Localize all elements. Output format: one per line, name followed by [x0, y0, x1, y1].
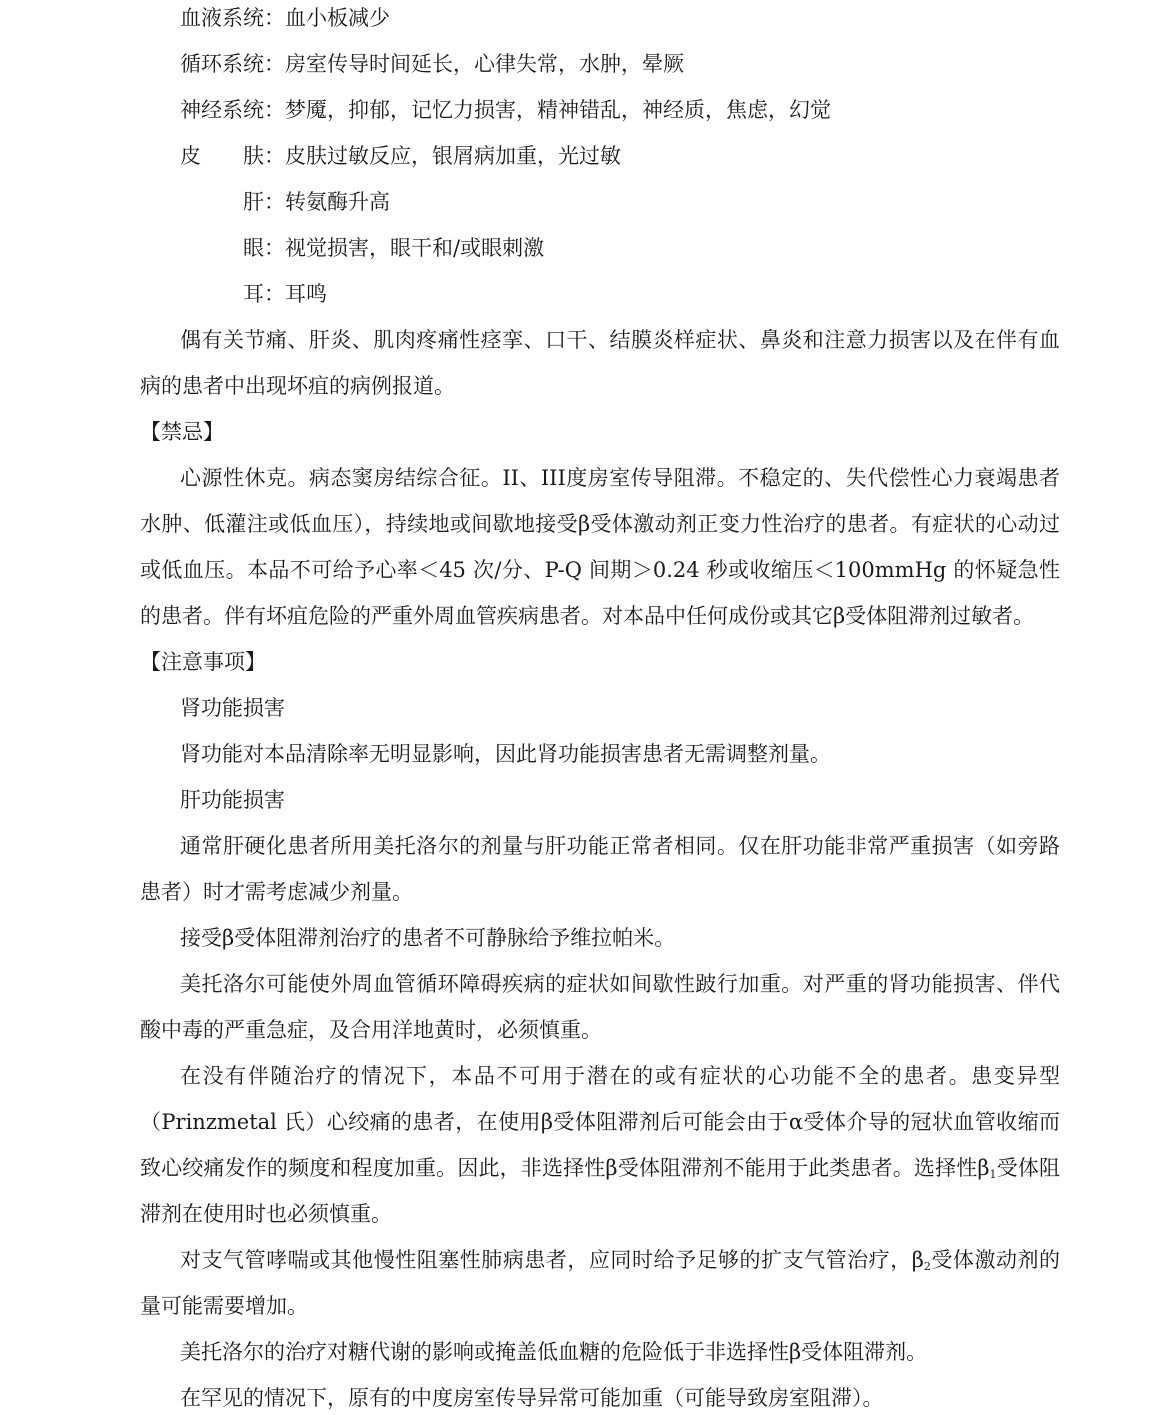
- precautions-heading: 【注意事项】: [140, 650, 266, 674]
- asthma-line-1-part-a: 对支气管哮喘或其他慢性阻塞性肺病患者，应同时给予足够的扩支气管治疗，β: [180, 1248, 924, 1272]
- hepatic-title: 肝功能损害: [180, 788, 285, 812]
- beta-2-subscript: 2: [923, 1260, 931, 1273]
- av-block-line: 在罕见的情况下，原有的中度房室传导异常可能加重（可能导致房室阻滞）。: [180, 1386, 884, 1410]
- adverse-nervous-row: [180, 95, 831, 125]
- adverse-skin-label-a: 皮: [180, 144, 201, 168]
- renal-title: 肾功能损害: [180, 696, 285, 720]
- peripheral-line-1: 美托洛尔可能使外周血管循环障碍疾病的症状如间歇性跛行加重。对严重的肾功能损害、伴代: [180, 972, 1060, 996]
- adverse-eye-label: 眼：: [243, 236, 285, 260]
- adverse-circulation-text: 房室传导时间延长，心律失常，水肿，晕厥: [285, 52, 684, 76]
- adverse-occasional-line-1: 偶有关节痛、肝炎、肌肉疼痛性痉挛、口干、结膜炎样症状、鼻炎和注意力损害以及在伴有血: [180, 328, 1060, 352]
- contraindications-line-4: 的患者。伴有坏疽危险的严重外周血管疾病患者。对本品中任何成份或其它β受体阻滞剂过敏者。: [140, 604, 1035, 628]
- adverse-circulation-label: 循环系统：: [180, 52, 285, 76]
- asthma-line-1-part-b: 受体激动剂的: [930, 1248, 1060, 1272]
- verapamil-line: 接受β受体阻滞剂治疗的患者不可静脉给予维拉帕米。: [180, 926, 676, 950]
- heart-line-3-part-a: 致心绞痛发作的频度和程度加重。因此，非选择性β受体阻滞剂不能用于此类患者。选择性β: [140, 1156, 990, 1180]
- adverse-blood-row: [180, 3, 390, 33]
- adverse-nervous-label: 神经系统：: [180, 98, 285, 122]
- adverse-ear-text: 耳鸣: [285, 282, 327, 306]
- adverse-ear-label: 耳：: [243, 282, 285, 306]
- heart-line-3-part-b: 受体阻: [996, 1156, 1060, 1180]
- asthma-line-2: 量可能需要增加。: [140, 1294, 308, 1318]
- adverse-nervous-text: 梦魇，抑郁，记忆力损害，精神错乱，神经质，焦虑，幻觉: [285, 98, 831, 122]
- adverse-skin-row: [180, 141, 621, 171]
- contraindications-heading: 【禁忌】: [140, 420, 224, 444]
- adverse-circulation-row: [180, 49, 684, 79]
- heart-line-4: 滞剂在使用时也必须慎重。: [140, 1202, 392, 1226]
- adverse-skin-label-b: 肤：: [243, 144, 285, 168]
- beta-1-subscript: 1: [989, 1168, 997, 1181]
- adverse-blood-text: 血小板减少: [285, 6, 390, 30]
- heart-line-2: （Prinzmetal 氏）心绞痛的患者，在使用β受体阻滞剂后可能会由于α受体介导的冠状血管收缩而: [140, 1110, 1060, 1134]
- adverse-eye-row: [243, 233, 544, 263]
- adverse-liver-text: 转氨酶升高: [285, 190, 390, 214]
- renal-text: 肾功能对本品清除率无明显影响，因此肾功能损害患者无需调整剂量。: [180, 742, 831, 766]
- adverse-ear-row: [243, 279, 327, 309]
- adverse-skin-text: 皮肤过敏反应，银屑病加重，光过敏: [285, 144, 621, 168]
- adverse-liver-label: 肝：: [243, 190, 285, 214]
- hepatic-line-1: 通常肝硬化患者所用美托洛尔的剂量与肝功能正常者相同。仅在肝功能非常严重损害（如旁路: [180, 834, 1060, 858]
- adverse-blood-label: 血液系统：: [180, 6, 285, 30]
- contraindications-line-3: 或低血压。本品不可给予心率＜45 次/分、P-Q 间期＞0.24 秒或收缩压＜100mmHg 的怀疑急性: [140, 558, 1060, 582]
- peripheral-line-2: 酸中毒的严重急症，及合用洋地黄时，必须慎重。: [140, 1018, 602, 1042]
- heart-line-3: [140, 1153, 1060, 1183]
- adverse-occasional-line-2: 病的患者中出现坏疽的病例报道。: [140, 374, 455, 398]
- contraindications-line-1: 心源性休克。病态窦房结综合征。II、III度房室传导阻滞。不稳定的、失代偿性心力衰竭患者: [180, 466, 1060, 490]
- heart-line-1: 在没有伴随治疗的情况下，本品不可用于潜在的或有症状的心功能不全的患者。患变异型: [180, 1064, 1060, 1088]
- adverse-liver-row: [243, 187, 390, 217]
- contraindications-line-2: 水肿、低灌注或低血压），持续地或间歇地接受β受体激动剂正变力性治疗的患者。有症状的心动过: [140, 512, 1060, 536]
- adverse-eye-text: 视觉损害，眼干和/或眼刺激: [285, 236, 545, 260]
- hepatic-line-2: 患者）时才需考虑减少剂量。: [140, 880, 413, 904]
- glucose-line: 美托洛尔的治疗对糖代谢的影响或掩盖低血糖的危险低于非选择性β受体阻滞剂。: [180, 1340, 928, 1364]
- asthma-line-1: [180, 1245, 1060, 1275]
